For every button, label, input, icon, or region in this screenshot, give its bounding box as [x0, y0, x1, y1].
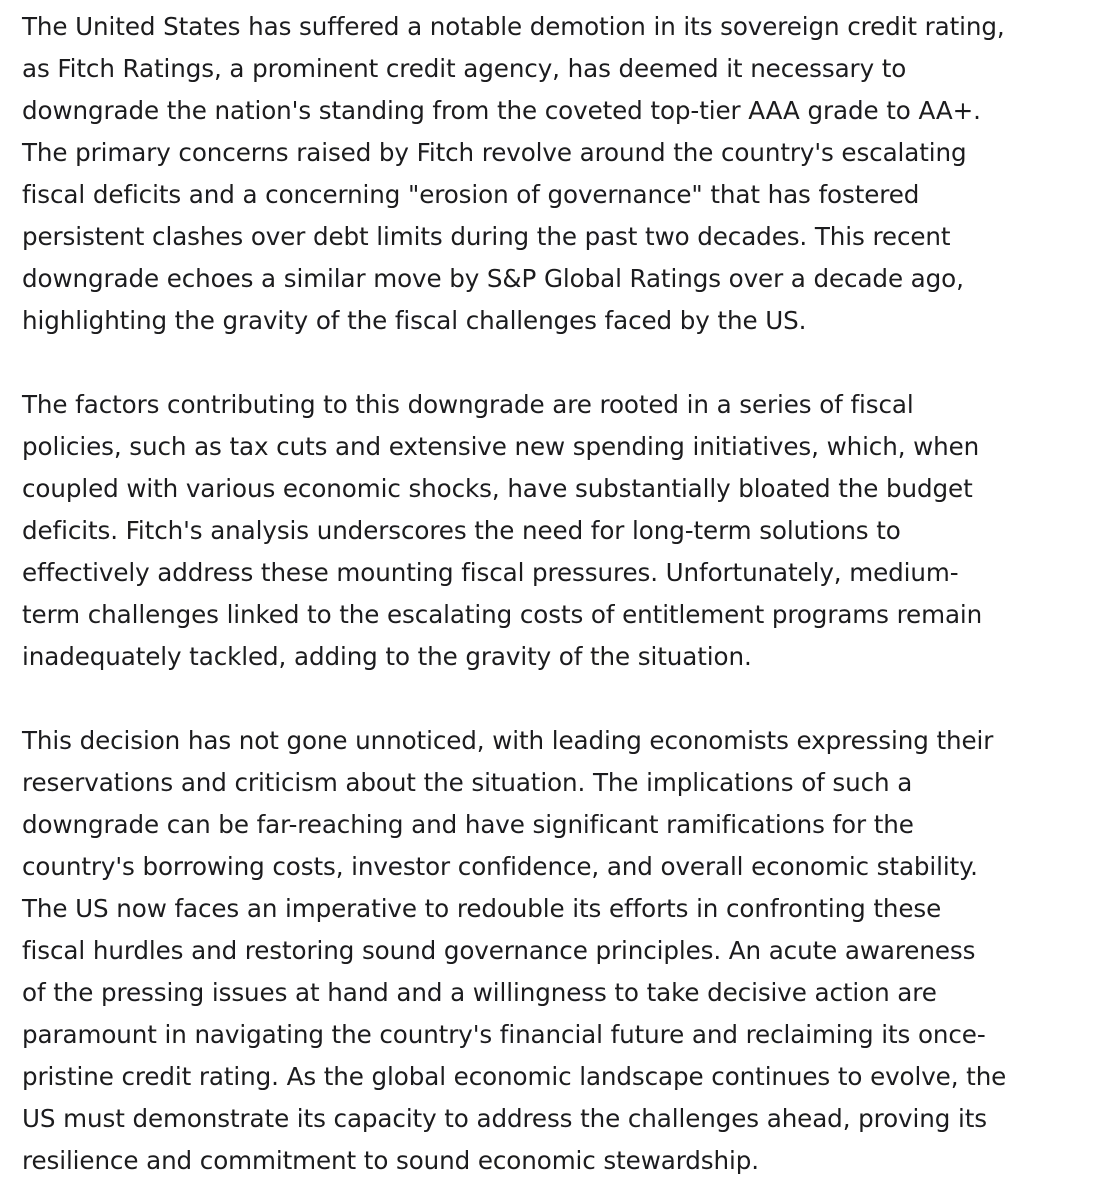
- text-line: pristine credit rating. As the global economic landscape continues to evolve, the: [22, 1062, 1007, 1091]
- text-line: as Fitch Ratings, a prominent credit agency, has deemed it necessary to: [22, 54, 907, 83]
- paragraph-2: [22, 384, 1095, 678]
- text-line: fiscal deficits and a concerning "erosion of governance" that has fostered: [22, 180, 920, 209]
- text-line: US must demonstrate its capacity to address the challenges ahead, proving its: [22, 1104, 987, 1133]
- paragraph-spacer: [22, 678, 1095, 720]
- text-line: country's borrowing costs, investor confidence, and overall economic stability.: [22, 852, 978, 881]
- text-line: downgrade the nation's standing from the coveted top-tier AAA grade to AA+.: [22, 96, 981, 125]
- paragraph-3: [22, 720, 1095, 1182]
- text-line: fiscal hurdles and restoring sound governance principles. An acute awareness: [22, 936, 976, 965]
- paragraph-spacer: [22, 342, 1095, 384]
- text-line: This decision has not gone unnoticed, with leading economists expressing their: [22, 726, 994, 755]
- text-line: of the pressing issues at hand and a willingness to take decisive action are: [22, 978, 937, 1007]
- text-line: downgrade can be far-reaching and have significant ramifications for the: [22, 810, 914, 839]
- text-line: coupled with various economic shocks, have substantially bloated the budget: [22, 474, 973, 503]
- text-line: inadequately tackled, adding to the gravity of the situation.: [22, 642, 752, 671]
- text-line: downgrade echoes a similar move by S&P Global Ratings over a decade ago,: [22, 264, 964, 293]
- text-line: effectively address these mounting fiscal pressures. Unfortunately, medium-: [22, 558, 959, 587]
- text-line: reservations and criticism about the situation. The implications of such a: [22, 768, 913, 797]
- text-line: The US now faces an imperative to redouble its efforts in confronting these: [22, 894, 942, 923]
- text-line: resilience and commitment to sound economic stewardship.: [22, 1146, 759, 1175]
- paragraph-1: [22, 6, 1095, 342]
- text-line: deficits. Fitch's analysis underscores the need for long-term solutions to: [22, 516, 901, 545]
- text-line: The primary concerns raised by Fitch revolve around the country's escalating: [22, 138, 967, 167]
- text-line: policies, such as tax cuts and extensive new spending initiatives, which, when: [22, 432, 980, 461]
- text-line: persistent clashes over debt limits during the past two decades. This recent: [22, 222, 951, 251]
- text-line: The factors contributing to this downgrade are rooted in a series of fiscal: [22, 390, 914, 419]
- text-line: highlighting the gravity of the fiscal challenges faced by the US.: [22, 306, 807, 335]
- text-line: The United States has suffered a notable demotion in its sovereign credit rating,: [22, 12, 1005, 41]
- text-line: paramount in navigating the country's financial future and reclaiming its once-: [22, 1020, 986, 1049]
- text-line: term challenges linked to the escalating costs of entitlement programs remain: [22, 600, 983, 629]
